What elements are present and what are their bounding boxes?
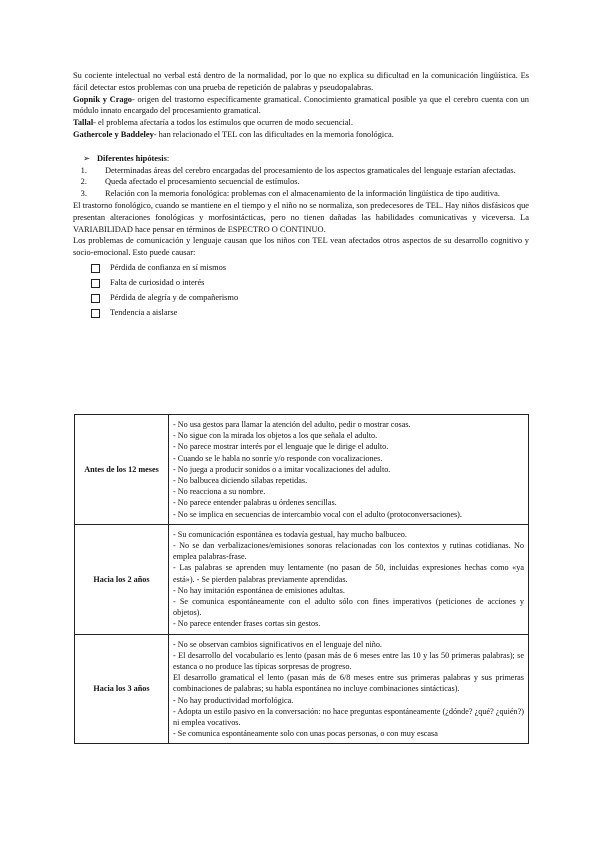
checklist-item: Pérdida de confianza en sí mismos [91,261,529,276]
hypothesis-item: 3. Relación con la memoria fonológica: problemas con el almacenamiento de la información lingüística de tipo auditiva. [89,188,529,200]
hypothesis-item: 2. Queda afectado el procesamiento secuencial de estímulos. [89,176,529,188]
tallal-author: Tallal [73,118,94,128]
sign-line: - No hay imitación espontánea de emisiones adultas. [173,585,345,595]
warning-signs-table [74,414,529,744]
signs-cell [169,634,529,744]
sign-line: - Se comunica espontáneamente solo con unas pocas personas, o con muy escasa [173,729,438,739]
sign-line: - No usa gestos para llamar la atención del adulto, pedir o mostrar cosas. [173,420,411,429]
effects-paragraph: Los problemas de comunicación y lenguaje causan que los niños con TEL vean afectados otros aspectos de su desarrollo cognitivo y socio-emocional. Esto puede causar: [73,236,529,258]
checklist-item: Pérdida de alegría y de compañerismo [91,291,529,306]
table-row [75,524,529,634]
checklist-item: Tendencia a aislarse [91,306,529,321]
sign-line: - Su comunicación espontánea es todavía gestual, hay mucho balbuceo. [173,529,407,539]
sign-line: - No sigue con la mirada los objetos a los que señala el adulto. [173,431,378,441]
age-cell: Hacia los 2 años [75,524,169,634]
hypotheses-heading: ➢ Diferentes hipótesis: [83,153,170,163]
sign-line: - No se observan cambios significativos en el lenguaje del niño. [173,639,382,649]
gopnik-author: Gopnik y Crago [73,94,132,104]
gathercole-paragraph: Gathercole y Baddeley- han relacionado el TEL con las dificultades en la memoria fonológica. [73,129,394,139]
checkbox-icon[interactable] [91,279,100,288]
checkbox-icon[interactable] [91,309,100,318]
table-row [75,415,529,525]
sign-line: - No parece mostrar interés por el lenguaje que le dirige el adulto. [173,442,389,452]
sign-line: - No juega a producir sonidos o a imitar vocalizaciones del adulto. [173,464,391,474]
document-body [73,70,529,321]
sign-line: - El desarrollo del vocabulario es lento (pasan más de 6 meses entre las 10 y las 50 primeras palabras); se estanca o no produce las típicas sorpresas de progreso. [173,650,524,672]
sign-line: - Se comunica espontáneamente con el adulto sólo con fines imperativos (peticiones de acciones y objetos). [173,597,524,618]
sign-line: - No parece entender palabras u órdenes sencillas. [173,498,337,508]
table-row [75,634,529,744]
checkbox-icon[interactable] [91,294,100,303]
sign-line: - No se implica en secuencias de intercambio vocal con el adulto (protoconversaciones). [173,509,462,519]
sign-line: El desarrollo gramatical el lento (pasan más de 6/8 meses entre sus primeras palabras y sus primeras combinaciones de palabras; su habla espontánea no incluye combinaciones sintácticas). [173,673,524,694]
sign-line: - No parece entender frases cortas sin gestos. [173,619,321,629]
sign-line: - No reacciona a su nombre. [173,487,266,497]
sign-line: - No hay productividad morfológica. [173,695,294,705]
checkbox-icon[interactable] [91,264,100,273]
checklist-item: Falta de curiosidad o interés [91,276,529,291]
intro-paragraph: Su cociente intelectual no verbal está dentro de la normalidad, por lo que no explica su dificultad en la comunicación lingüística. Es fácil detectar estos problemas con una prueba de repetición de palabras y pseudopalabras. [73,71,529,92]
tallal-paragraph: Tallal- el problema afectaría a todos los estímulos que ocurren de modo secuencial. [73,118,353,128]
hypotheses-list [73,165,529,200]
age-cell: Hacia los 3 años [75,634,169,744]
hypothesis-item: 1. Determinadas áreas del cerebro encargadas del procesamiento de los aspectos gramaticales del lenguaje estarían afectadas. [89,165,529,177]
age-cell: Antes de los 12 meses [75,415,169,525]
sign-line: - No se dan verbalizaciones/emisiones sonoras relacionadas con los contextos y rutinas cotidianas. No emplea palabras-frase. [173,541,524,562]
sign-line: - Cuando se le habla no sonríe y/o responde con vocalizaciones. [173,453,383,463]
arrow-bullet-icon: ➢ [83,153,91,163]
sign-line: - Las palabras se aprenden muy lentamente (no pasan de 50, incluidas expresiones hechas como «ya está»). - Se pierden palabras previamente aprendidas. [173,563,524,584]
continuum-paragraph: El trastorno fonológico, cuando se mantiene en el tiempo y el niño no se normaliza, son predecesores de TEL. Hay niños disfásicos que presentan alteraciones fonológicas y morfosintácticas, pero no tienen dañadas las habilidades comunicativas y viceversa. La VARIABILIDAD hace pensar en términos de ESPECTRO O CONTINUO. [73,200,529,234]
sign-line: - No balbucea diciendo sílabas repetidas. [173,476,308,486]
gathercole-author: Gathercole y Baddeley [73,129,154,139]
signs-cell [169,524,529,634]
gopnik-paragraph: Gopnik y Crago- origen del trastorno específicamente gramatical. Conocimiento gramatical posible ya que el cerebro cuenta con un módulo innato encargado del procesamiento gramatical. [73,94,529,116]
sign-line: - Adopta un estilo pasivo en la conversación: no hace preguntas espontáneamente (¿dónde? ¿qué? ¿quién?) ni emplea vocativos. [173,706,524,728]
signs-cell [169,415,529,525]
effects-checklist [73,261,529,321]
